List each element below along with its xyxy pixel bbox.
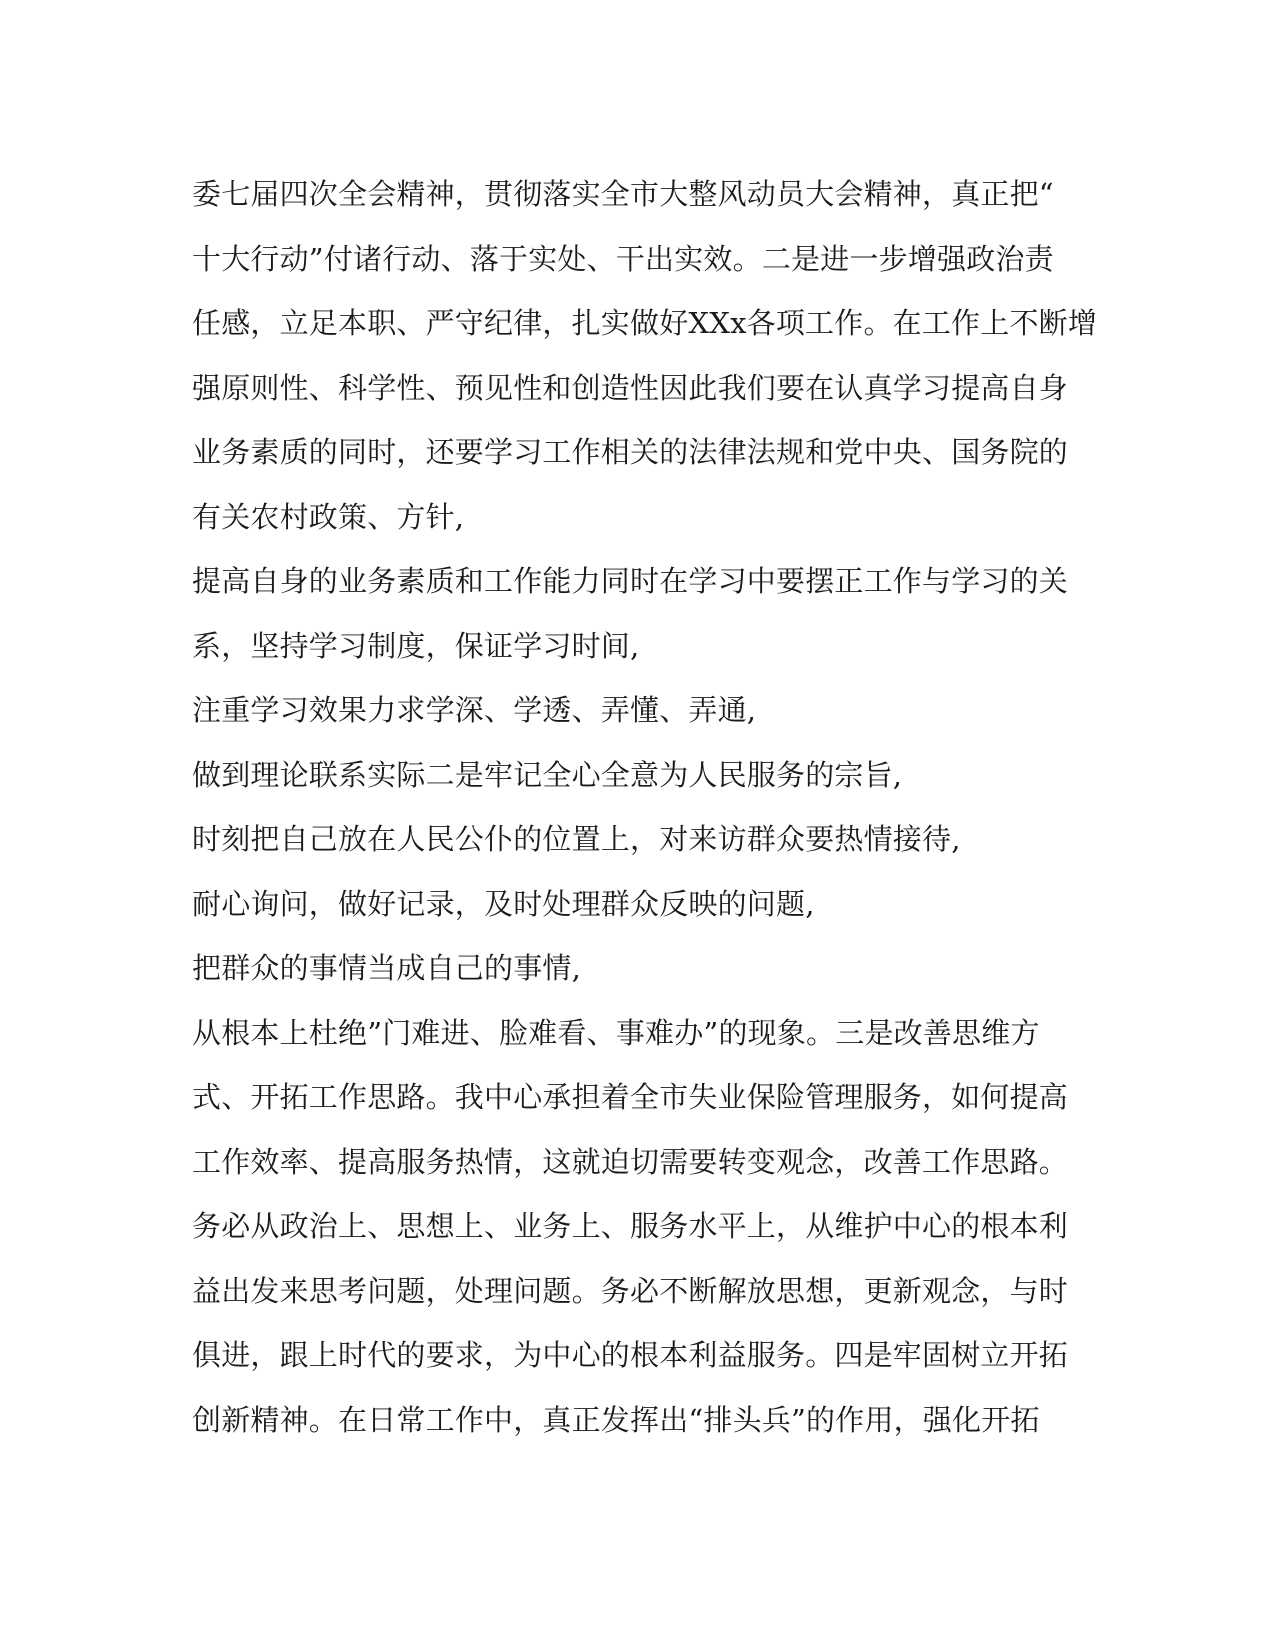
text-line: 创新精神。在日常工作中，真正发挥出“排头兵”的作用，强化开拓 [192, 1402, 1040, 1437]
text-line: 注重学习效果力求学深、学透、弄懂、弄通, [192, 693, 757, 727]
document-body [192, 162, 1098, 1452]
text-line: 十大行动”付诸行动、落于实处、干出实效。二是进一步增强政治责 [192, 241, 1054, 276]
text-line: 提高自身的业务素质和工作能力同时在学习中要摆正工作与学习的关 [192, 564, 1069, 598]
text-line: 有关农村政策、方针, [192, 499, 465, 534]
text-line: 委七届四次全会精神，贯彻落实全市大整风动员大会精神，真正把“ [192, 177, 1054, 211]
text-line: 俱进，跟上时代的要求，为中心的根本利益服务。四是牢固树立开拓 [192, 1338, 1069, 1372]
text-line: 务必从政治上、思想上、业务上、服务水平上，从维护中心的根本利 [192, 1209, 1069, 1243]
text-line: 耐心询问，做好记录，及时处理群众反映的问题, [192, 886, 815, 921]
text-line: 强原则性、科学性、预见性和创造性因此我们要在认真学习提高自身 [192, 370, 1069, 405]
text-line: 工作效率、提高服务热情，这就迫切需要转变观念，改善工作思路。 [192, 1144, 1069, 1179]
text-line: 做到理论联系实际二是牢记全心全意为人民服务的宗旨, [192, 757, 903, 792]
text-line: 式、开拓工作思路。我中心承担着全市失业保险管理服务，如何提高 [192, 1080, 1069, 1114]
text-line: 从根本上杜绝”门难进、脸难看、事难办”的现象。三是改善思维方 [192, 1015, 1040, 1050]
text-line: 业务素质的同时，还要学习工作相关的法律法规和党中央、国务院的 [192, 435, 1069, 469]
text-line: 时刻把自己放在人民公仆的位置上，对来访群众要热情接待, [192, 822, 961, 856]
text-line: 任感，立足本职、严守纪律，扎实做好XXx各项工作。在工作上不断增 [192, 306, 1098, 340]
text-line: 把群众的事情当成自己的事情, [192, 951, 582, 985]
text-line: 益出发来思考问题，处理问题。务必不断解放思想，更新观念，与时 [192, 1273, 1069, 1308]
text-line: 系，坚持学习制度，保证学习时间, [192, 628, 640, 663]
